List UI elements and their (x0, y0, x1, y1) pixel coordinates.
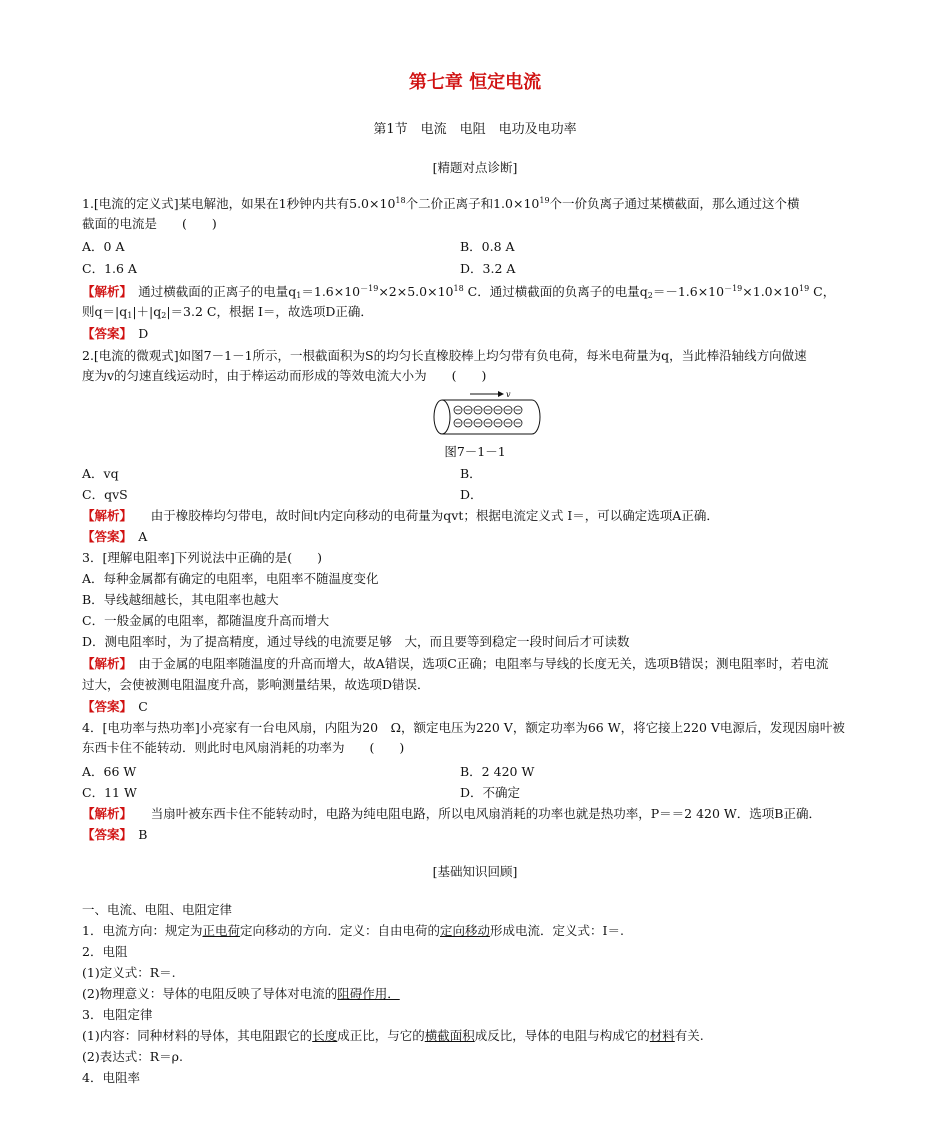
q3-answer: 【答案】 C (82, 699, 148, 714)
q3-analysis-line2: 过大，会使被测电阻温度升高，影响测量结果，故选项D错误． (82, 677, 430, 692)
q2-analysis: 【解析】 由于橡胶棒均匀带电，故时间t内定向移动的电荷量为qvt；根据电流定义式 I＝，可以确定选项A正确． (82, 508, 719, 523)
q3-option-b: B．导线越细越长，其电阻率也越大 (82, 592, 279, 607)
q1-analysis-line2: 则$q=|q_1|+|q_2|=3.2$ C，根据 I＝，故选项D正确． (82, 304, 373, 320)
q3-analysis-line1: 【解析】 由于金属的电阻率随温度的升高而增大，故A错误，选项C正确；电阻率与导线的长度无关，选项B错误；测电阻率时，若电流 (82, 656, 829, 671)
block-heading-practice: [精题对点诊断] (432, 160, 518, 175)
kb-resistance-law-title: 3．电阻定律 (82, 1007, 153, 1022)
velocity-label: v (506, 390, 511, 399)
q2-answer: 【答案】 A (82, 529, 148, 544)
kb-resistance-law-formula: (2)表达式：R＝ρ. (82, 1049, 183, 1064)
q4-stem-line2: 东西卡住不能转动．则此时电风扇消耗的功率为 ( ) (82, 740, 405, 755)
kb-heading: 一、电流、电阻、电阻定律 (82, 902, 233, 917)
kb-resistance-meaning: (2)物理意义：导体的电阻反映了导体对电流的阻碍作用． (82, 986, 400, 1001)
q2-stem-line2: 度为v的匀速直线运动时，由于棒运动而形成的等效电流大小为 ( ) (82, 368, 487, 383)
q2-option-b: B． (460, 466, 482, 481)
q3-option-d: D．测电阻率时，为了提高精度，通过导线的电流要足够 大，而且要等到稳定一段时间后才可读数 (82, 634, 630, 649)
q4-analysis: 【解析】 当扇叶被东西卡住不能转动时，电路为纯电阻电路，所以电风扇消耗的功率也就是热功率，P＝＝2 420 W．选项B正确． (82, 806, 821, 821)
kb-resistance-definition: (1)定义式：R＝. (82, 965, 176, 980)
q4-answer: 【答案】 B (82, 827, 148, 842)
kb-resistance-law-content: (1)内容：同种材料的导体，其电阻跟它的长度成正比，与它的横截面积成反比，导体的电阻与构成它的材料有关. (82, 1028, 704, 1043)
q1-answer: 【答案】 D (82, 326, 149, 341)
kb-current-direction: 1．电流方向：规定为正电荷定向移动的方向．定义：自由电荷的定向移动形成电流．定义式：I＝. (82, 923, 624, 938)
q1-analysis-line1: 【解析】 通过横截面的正离子的电量$q_1=1.6\times 10^{-19}\times 2\times 5.0\times 10^{18}$ C．通过横截面的负离子的电量$q_2=-1.6\times 10^{-19}\times 1.0\times 10^{19}$ C， (82, 284, 836, 300)
q3-stem: 3．[理解电阻率]下列说法中正确的是( ) (82, 550, 322, 565)
kb-resistivity-title: 4．电阻率 (82, 1070, 140, 1085)
q2-option-d: D． (460, 487, 483, 502)
q1-option-c: C．1.6 A (82, 261, 137, 276)
chapter-title: 第七章 恒定电流 (408, 72, 542, 93)
figure-caption: 图7－1－1 (444, 444, 506, 459)
negative-charges (454, 406, 522, 427)
q4-option-d: D．不确定 (460, 785, 521, 800)
q2-option-c: C．qvS (82, 487, 128, 502)
section-title: 第1节 电流 电阻 电功及电功率 (373, 122, 577, 137)
q2-stem-line1: 2.[电流的微观式]如图7－1－1所示，一根截面积为S的均匀长直橡胶棒上均匀带有负电荷，每米电荷量为q，当此棒沿轴线方向做速 (82, 348, 807, 363)
q1-stem-line2: 截面的电流是 ( ) (82, 216, 217, 231)
q4-option-a: A．66 W (82, 764, 137, 779)
q3-option-a: A．每种金属都有确定的电阻率，电阻率不随温度变化 (82, 571, 379, 586)
q4-option-c: C．11 W (82, 785, 137, 800)
q4-stem-line1: 4．[电功率与热功率]小亮家有一台电风扇，内阻为20 Ω，额定电压为220 V，额定功率为66 W，将它接上220 V电源后，发现因扇叶被 (82, 720, 845, 735)
q4-option-b: B．2 420 W (460, 764, 535, 779)
q1-option-d: D．3.2 A (460, 261, 516, 276)
q1-option-a: A．0 A (82, 239, 125, 254)
block-heading-review: [基础知识回顾] (432, 864, 518, 879)
q2-option-a: A．vq (82, 466, 119, 481)
q1-option-b: B．0.8 A (460, 239, 515, 254)
q1-stem-line1: 1.[电流的定义式]某电解池，如果在1秒钟内共有$5.0\times 10^{18}$个二价正离子和$1.0\times 10^{19}$个一价负离子通过某横截面，那么通过这个横 (82, 196, 800, 211)
kb-resistance-title: 2．电阻 (82, 944, 128, 959)
rubber-rod-figure (432, 388, 544, 438)
q3-option-c: C．一般金属的电阻率，都随温度升高而增大 (82, 613, 330, 628)
